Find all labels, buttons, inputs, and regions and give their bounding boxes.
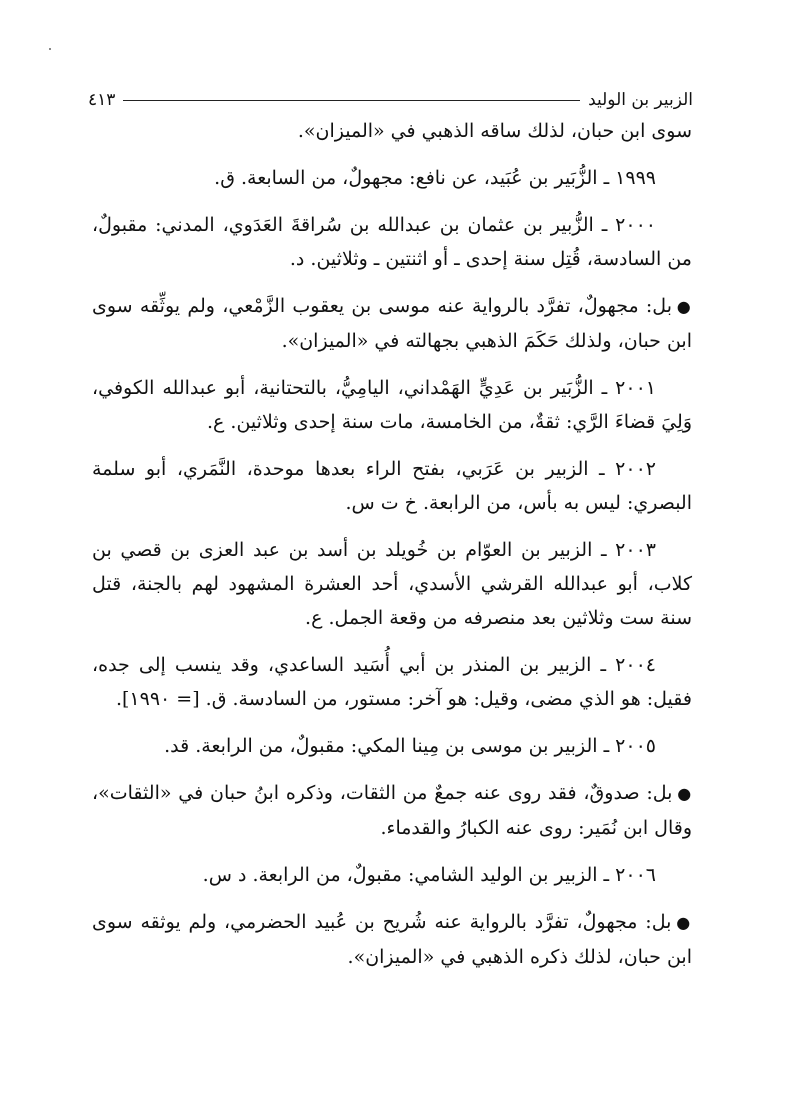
entry-2002: ٢٠٠٢ ـ الزبير بن عَرَبي، بفتح الراء بعدها موحدة، النَّمَري، أبو سلمة البصري: ليس به بأس، من الرابعة. خ ت س.	[92, 458, 692, 514]
page-header	[88, 88, 693, 112]
scan-speck	[49, 48, 51, 50]
entry-2003: ٢٠٠٣ ـ الزبير بن العوّام بن خُويلد بن أسد بن عبد العزى بن قصي بن كلاب، أبو عبدالله القرشي الأسدي، أحد العشرة المشهود لهم بالجنة، قتل سنة ست وثلاثين بعد منصرفه من وقعة الجمل. ع.	[92, 539, 692, 629]
entry-2001: ٢٠٠١ ـ الزُّبَير بن عَدِيٍّ الهَمْداني، اليامِيُّ، بالتحتانية، أبو عبدالله الكوفي، وَلِيَ قضاءَ الرَّي: ثقةٌ، من الخامسة، مات سنة إحدى وثلاثين. ع.	[92, 377, 692, 433]
comment-2005: ●بل: صدوقٌ، فقد روى عنه جمعٌ من الثقات، وذكره ابنُ حبان في «الثقات»، وقال ابن نُمَير: روى عنه الكبارُ والقدماء.	[92, 782, 692, 839]
entry-2004: ٢٠٠٤ ـ الزبير بن المنذر بن أبي أُسَيد الساعدي، وقد ينسب إلى جده، فقيل: هو الذي مضى، وقيل: هو آخر: مستور، من السادسة. ق. [= ١٩٩٠].	[92, 654, 692, 710]
comment-2000: ●بل: مجهولٌ، تفرَّد بالرواية عنه موسى بن يعقوب الزَّمْعي، ولم يوثِّقه سوى ابن حبان، ولذلك حَكَمَ الذهبي بجهالته في «الميزان».	[92, 295, 692, 352]
continuation-paragraph: سوى ابن حبان، لذلك ساقه الذهبي في «الميزان».	[297, 120, 692, 142]
bullet-icon: ●	[676, 913, 692, 932]
entry-2006: ٢٠٠٦ ـ الزبير بن الوليد الشامي: مقبولٌ، من الرابعة. د س.	[202, 864, 656, 886]
bullet-icon: ●	[676, 297, 692, 316]
page-body	[92, 114, 692, 987]
bullet-icon: ●	[677, 784, 692, 803]
entry-2005: ٢٠٠٥ ـ الزبير بن موسى بن مِينا المكي: مقبولٌ، من الرابعة. قد.	[164, 735, 656, 757]
entry-2000: ٢٠٠٠ ـ الزُّبير بن عثمان بن عبدالله بن سُراقةَ العَدَوي، المدني: مقبولٌ، من السادسة، قُتِل سنة إحدى ـ أو اثنتين ـ وثلاثين. د.	[92, 214, 692, 270]
running-title: الزبير بن الوليد	[588, 90, 693, 110]
page-number: ٤١٣	[88, 90, 116, 110]
comment-2006: ●بل: مجهولٌ، تفرَّد بالرواية عنه شُريح بن عُبيد الحضرمي، ولم يوثقه سوى ابن حبان، لذلك ذكره الذهبي في «الميزان».	[92, 911, 692, 968]
entry-1999: ١٩٩٩ ـ الزُّبَير بن عُبَيد، عن نافع: مجهولٌ، من السابعة. ق.	[214, 167, 656, 189]
header-rule	[123, 100, 580, 101]
